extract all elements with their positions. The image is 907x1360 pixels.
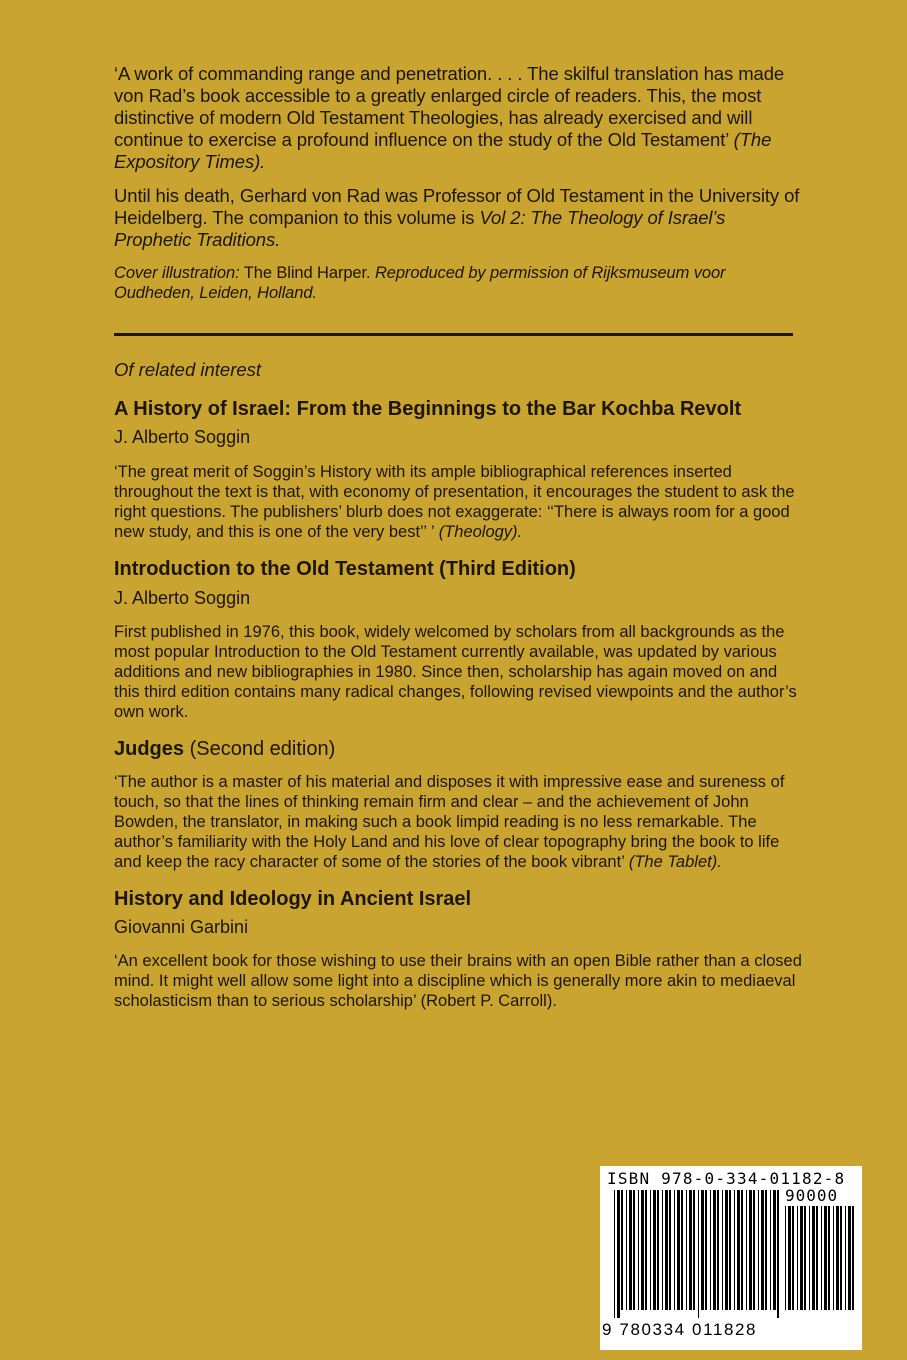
barcode-bar bbox=[669, 1190, 671, 1310]
book-description-source: (The Tablet). bbox=[628, 853, 722, 871]
book-description: First published in 1976, this book, widely welcomed by scholars from all backgrounds as the most popular Introduction to the Old Testament currently available, was updated by various additions and new bibliographies in 1980. Since then, scholarship has again moved on and this third edition contains many radical changes, following revised viewpoints and the author’s own work. bbox=[114, 623, 797, 721]
book-author: J. Alberto Soggin bbox=[114, 588, 251, 608]
barcode-bar bbox=[749, 1190, 752, 1310]
barcode-bar bbox=[773, 1190, 776, 1310]
price-barcode-bars bbox=[785, 1206, 857, 1318]
barcode-bar bbox=[638, 1190, 639, 1310]
book-description-source: (Theology). bbox=[438, 523, 523, 541]
barcode-bar bbox=[809, 1206, 810, 1310]
book-title bbox=[114, 738, 335, 761]
book-title-edition: (Second edition) bbox=[189, 738, 336, 760]
barcode-bar bbox=[701, 1190, 704, 1310]
book-author: Giovanni Garbini bbox=[114, 917, 249, 937]
barcode-bar bbox=[785, 1206, 786, 1310]
barcode-bar bbox=[645, 1190, 647, 1310]
review-quote bbox=[114, 63, 804, 173]
barcode-bar bbox=[729, 1190, 731, 1310]
barcode-bar bbox=[746, 1190, 747, 1310]
barcode-bar bbox=[641, 1190, 644, 1310]
barcode-bar bbox=[765, 1190, 767, 1310]
book-title: A History of Israel: From the Beginnings to the Bar Kochba Revolt bbox=[114, 398, 742, 420]
ean-digits bbox=[602, 1320, 757, 1340]
book-description-text: ‘The great merit of Soggin’s History with its ample bibliographical references inserted throughout the text is that, with economy of presentation, it encourages the student to ask the right questions. The publishers’ blurb does not exaggerate: ‘‘There is always room for a good new study, and this is one of the very best’’ ’ bbox=[114, 463, 795, 541]
barcode-bar bbox=[665, 1190, 668, 1310]
barcode-bar bbox=[662, 1190, 663, 1310]
cover-credit-label: Cover illustration: bbox=[114, 264, 240, 282]
barcode-bar bbox=[677, 1190, 680, 1310]
barcode-bar bbox=[626, 1190, 627, 1310]
isbn-barcode bbox=[600, 1166, 862, 1350]
barcode-bar bbox=[848, 1206, 851, 1310]
barcode-bar bbox=[698, 1190, 699, 1318]
barcode-bar bbox=[788, 1206, 791, 1310]
barcode-bar bbox=[741, 1190, 743, 1310]
barcode-bar bbox=[681, 1190, 683, 1310]
ean-right-group: 011828 bbox=[692, 1320, 758, 1339]
barcode-bar bbox=[725, 1190, 728, 1310]
cover-credit-permission: Reproduced by permission of Rijksmuseum voor Oudheden, Leiden, Holland. bbox=[114, 264, 726, 302]
barcode-bar bbox=[686, 1190, 687, 1310]
barcode-bar bbox=[629, 1190, 632, 1310]
barcode-bar bbox=[821, 1206, 822, 1310]
barcode-bar bbox=[812, 1206, 815, 1310]
book-description bbox=[114, 462, 804, 542]
barcode-bar bbox=[737, 1190, 740, 1310]
barcode-bar bbox=[705, 1190, 707, 1310]
price-code: 90000 bbox=[785, 1186, 839, 1205]
review-quote-source: (The Expository Times). bbox=[114, 129, 772, 172]
barcode-bar bbox=[633, 1190, 635, 1310]
book-description bbox=[114, 772, 804, 872]
barcode-bars bbox=[614, 1190, 782, 1318]
barcode-bar bbox=[804, 1206, 806, 1310]
cover-credit bbox=[114, 263, 804, 303]
barcode-bar bbox=[840, 1206, 842, 1310]
barcode-bar bbox=[797, 1206, 798, 1310]
book-title-main: Judges bbox=[114, 738, 185, 760]
book-description-text: ‘The author is a master of his material and disposes it with impressive ease and sureness of touch, so that the lines of thinking remain firm and clear – and the achievement of John Bowden, the translator, in making such a book limpid reading is no less remarkable. The author’s familiarity with the Holy Land and his love of clear topography bring the book to life and keep the racy character of some of the stories of the book vibrant’ bbox=[114, 773, 785, 871]
barcode-bar bbox=[833, 1206, 834, 1310]
barcode-bar bbox=[617, 1190, 620, 1318]
ean-first-digit: 9 bbox=[602, 1320, 614, 1339]
isbn-number: ISBN 978-0-334-01182-8 bbox=[607, 1169, 846, 1188]
barcode-bar bbox=[689, 1190, 692, 1310]
barcode-bar bbox=[824, 1206, 827, 1310]
book-description: ‘An excellent book for those wishing to use their brains with an open Bible rather than a closed mind. It might well allow some light into a discipline which is generally more akin to mediaeval scholasticism than to serious scholarship’ (Robert P. Carroll). bbox=[114, 952, 802, 1010]
barcode-bar bbox=[717, 1190, 719, 1310]
barcode-bar bbox=[828, 1206, 830, 1310]
author-bio-text: Until his death, Gerhard von Rad was Professor of Old Testament in the University of Heidelberg. The companion to this volume is bbox=[114, 185, 800, 228]
barcode-bar bbox=[758, 1190, 759, 1310]
book-author: J. Alberto Soggin bbox=[114, 427, 251, 447]
barcode-bar bbox=[816, 1206, 818, 1310]
barcode-bar bbox=[852, 1206, 854, 1310]
barcode-bar bbox=[621, 1190, 623, 1310]
barcode-bar bbox=[713, 1190, 716, 1310]
barcode-bar bbox=[753, 1190, 755, 1310]
barcode-bar bbox=[800, 1206, 803, 1310]
divider bbox=[114, 333, 793, 336]
barcode-bar bbox=[734, 1190, 735, 1310]
ean-left-group: 780334 bbox=[619, 1320, 686, 1339]
barcode-bar bbox=[845, 1206, 846, 1310]
cover-credit-title: The Blind Harper. bbox=[243, 264, 371, 282]
book-title: History and Ideology in Ancient Israel bbox=[114, 888, 472, 910]
barcode-bar bbox=[657, 1190, 659, 1310]
barcode-bar bbox=[693, 1190, 695, 1310]
barcode-bar bbox=[792, 1206, 794, 1310]
barcode-bar bbox=[722, 1190, 723, 1310]
barcode-bar bbox=[777, 1190, 779, 1318]
barcode-bar bbox=[614, 1190, 615, 1318]
barcode-bar bbox=[653, 1190, 656, 1310]
barcode-bar bbox=[770, 1190, 771, 1310]
barcode-bar bbox=[836, 1206, 839, 1310]
related-heading: Of related interest bbox=[114, 359, 262, 380]
barcode-bar bbox=[650, 1190, 651, 1310]
author-bio bbox=[114, 185, 804, 251]
book-title: Introduction to the Old Testament (Third Edition) bbox=[114, 558, 576, 580]
barcode-bar bbox=[761, 1190, 764, 1310]
review-quote-text: ‘A work of commanding range and penetration. . . . The skilful translation has made von Rad’s book accessible to a greatly enlarged circle of readers. This, the most distinctive of modern Old Testament Theologies, has already exercised and will continue to exercise a profound influence on the study of the Old Testament’ bbox=[114, 63, 785, 150]
companion-volume: Vol 2: The Theology of Israel’s Prophetic Traditions. bbox=[114, 207, 726, 250]
barcode-bar bbox=[674, 1190, 675, 1310]
barcode-bar bbox=[710, 1190, 711, 1310]
